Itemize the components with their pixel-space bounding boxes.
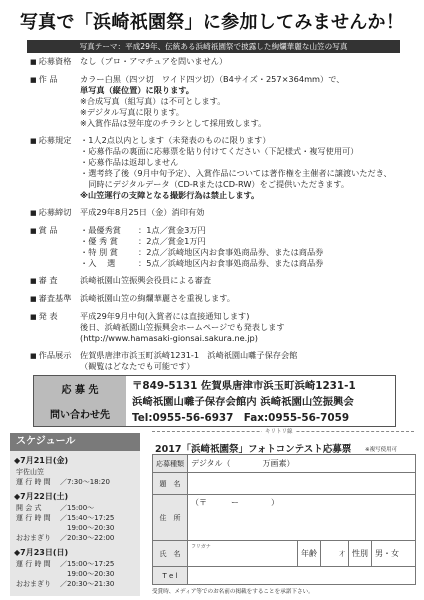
contact-org: 浜崎祇園山囃子保存会館内 浜崎祇園山笠振興会	[132, 396, 354, 408]
announce-line: 後日、浜崎祇園山笠振興会ホームページでも発表します	[80, 322, 285, 332]
schedule-key	[16, 523, 60, 533]
contest-details	[30, 56, 410, 378]
rules-warning: ※山笠運行の支障となる撮影行為は禁止します。	[80, 190, 260, 200]
gender-label: 性別	[349, 541, 372, 567]
prize-name: ・優 秀 賞	[80, 236, 118, 246]
label-announce: 発 表	[38, 311, 58, 321]
tel-field[interactable]	[188, 567, 416, 585]
exhibit-line: 佐賀県唐津市浜玉町浜崎1231-1 浜崎祇園山囃子保存会館	[80, 350, 298, 360]
prize-name: ・特 別 賞	[80, 247, 118, 257]
row-criteria	[30, 293, 410, 305]
row-deadline	[30, 207, 410, 219]
rules-line: ・応募作品は返却しません	[80, 157, 179, 167]
category-field[interactable]: デジタル（ 万画素）	[188, 455, 416, 473]
judging-text: 浜崎祇園山笠振興会役員による審査	[80, 275, 212, 285]
schedule-key	[16, 569, 60, 579]
schedule-value: ／20:30～21:30	[60, 580, 115, 588]
works-note: ※合成写真（組写真）は不可とします。	[80, 96, 226, 106]
label-prizes: 賞 品	[38, 225, 58, 235]
form-row-category	[153, 455, 416, 473]
form-label: 題 名	[153, 473, 188, 495]
form-row-name	[153, 541, 416, 567]
form-label: 住 所	[153, 495, 188, 541]
label-eligibility: 応募資格	[38, 56, 72, 66]
rules-line: ・応募作品の裏面に応募票を貼り付けてください（下記様式・複写使用可）	[80, 146, 359, 156]
form-label: 氏 名	[153, 541, 188, 567]
schedule-value: ／15:00～17:25	[60, 560, 115, 568]
label-exhibit: 作品展示	[38, 350, 72, 360]
contact-address: 〒849-5131 佐賀県唐津市浜玉町浜崎1231-1	[132, 380, 356, 392]
name-field[interactable]	[188, 541, 298, 567]
schedule-day: ◆7月22日(土)	[14, 492, 69, 501]
label-judging: 審 査	[38, 275, 58, 285]
apply-to-label: 応 募 先	[61, 385, 99, 396]
inquiry-label: 問い合わせ先	[50, 410, 110, 421]
schedule-day: ◆7月21日(金)	[14, 456, 69, 465]
page-headline: 写真で「浜崎祇園祭」に参加してみませんか！	[19, 12, 405, 33]
schedule-key: 宇佐山笠	[16, 468, 44, 476]
works-note: ※デジタル写真に限ります。	[80, 107, 184, 117]
works-note: ※入賞作品は翌年度のチラシとして採用致します。	[80, 118, 267, 128]
schedule-key: 運 行 時 間	[16, 560, 51, 568]
exhibit-line: （観覧はどなたでも可能です）	[80, 361, 195, 371]
label-criteria: 審査基準	[38, 293, 72, 303]
prize-detail: ：2点／浜崎地区内お食事処商品券、または商品券	[138, 247, 324, 257]
prize-detail: ：1点／賞金3万円	[138, 225, 206, 235]
works-single-photo: 単写真（縦位置）に限ります。	[80, 85, 194, 95]
title-field[interactable]	[188, 473, 416, 495]
schedule-key: 開 会 式	[16, 504, 42, 512]
row-works	[30, 74, 410, 129]
works-format: カラー白黒（四ツ切 ワイド四ツ切）（B4サイズ・257×364mm）で、	[80, 74, 345, 84]
label-works: 作 品	[38, 74, 58, 84]
schedule-value: ／20:30～22:00	[60, 534, 115, 542]
deadline-text: 平成29年8月25日（金）消印有効	[80, 207, 205, 217]
address-field[interactable]: （〒 ー ）	[188, 495, 416, 541]
age-label: 年齢	[298, 541, 321, 567]
row-eligibility	[30, 56, 410, 68]
prize-name: ・入 選	[80, 258, 116, 268]
row-announce	[30, 311, 410, 344]
furigana-label: フリガナ	[191, 544, 211, 550]
form-row-title	[153, 473, 416, 495]
schedule-value: 19:00～20:30	[60, 570, 115, 578]
entry-form	[152, 454, 416, 585]
row-exhibit	[30, 350, 410, 372]
schedule-value: ／15:40～17:25	[60, 514, 115, 522]
label-rules: 応募規定	[38, 135, 72, 145]
rules-line: ・1人2点以内とします（未発表のものに限ります）	[80, 135, 271, 145]
criteria-text: 浜崎祇園山笠の絢爛華麗さを重視します。	[80, 293, 235, 303]
schedule-key: おおまぎり	[16, 580, 51, 588]
prize-name: ・最優秀賞	[80, 225, 121, 235]
form-row-address	[153, 495, 416, 541]
schedule-day: ◆7月23日(日)	[14, 548, 69, 557]
schedule-title: スケジュール	[10, 433, 140, 451]
form-title: 2017「浜崎祇園祭」フォトコンテスト応募票	[155, 444, 352, 455]
row-prizes	[30, 225, 410, 269]
theme-bar: 写真テーマ：平成29年、伝統ある浜崎祇園祭で披露した絢爛華麗な山笠の写真	[27, 40, 400, 53]
gender-field[interactable]: 男・女	[372, 541, 416, 567]
schedule-panel	[10, 433, 140, 596]
form-row-tel	[153, 567, 416, 585]
contact-box	[33, 375, 396, 427]
announce-line: 平成29年9月中旬(入賞者には直接通知します)	[80, 311, 250, 321]
cut-line-label: キリトリ線	[262, 427, 296, 435]
form-label: T e l	[153, 567, 188, 585]
contact-phone: Tel:0955-56-6937 Fax:0955-56-7059	[132, 412, 350, 424]
form-footnote: 受賞時、メディア等でのお名前の掲載をすることを承諾下さい。	[152, 589, 314, 595]
age-field[interactable]: 才	[321, 541, 349, 567]
schedule-key: おおまぎり	[16, 534, 51, 542]
prize-detail: ：2点／賞金1万円	[138, 236, 206, 246]
rules-line: ・選考終了後（9月中旬予定）、入賞作品については著作権を主催者に譲渡いただき、	[80, 168, 392, 178]
schedule-key: 運 行 時 間	[16, 514, 51, 522]
schedule-value: ／7:30～18:20	[60, 478, 110, 486]
schedule-value: 19:00～20:30	[60, 524, 115, 532]
form-copy-note: ※複写使用可	[365, 447, 398, 453]
rules-line: 同時にデジタルデータ（CD-RまたはCD-RW）をご提供いただきます。	[80, 179, 350, 189]
eligibility-text: なし（プロ・アマチュアを問いません）	[80, 56, 228, 66]
row-judging	[30, 275, 410, 287]
form-label: 応募種類	[153, 455, 188, 473]
row-rules	[30, 135, 410, 201]
label-deadline: 応募締切	[38, 207, 72, 217]
schedule-value: ／15:00～	[60, 504, 95, 512]
prize-detail: ：5点／浜崎地区内お食事処商品券、または商品券	[138, 258, 324, 268]
announce-url: (http://www.hamasaki-gionsai.sakura.ne.jp)	[80, 333, 258, 343]
schedule-key: 運 行 時 間	[16, 478, 51, 486]
